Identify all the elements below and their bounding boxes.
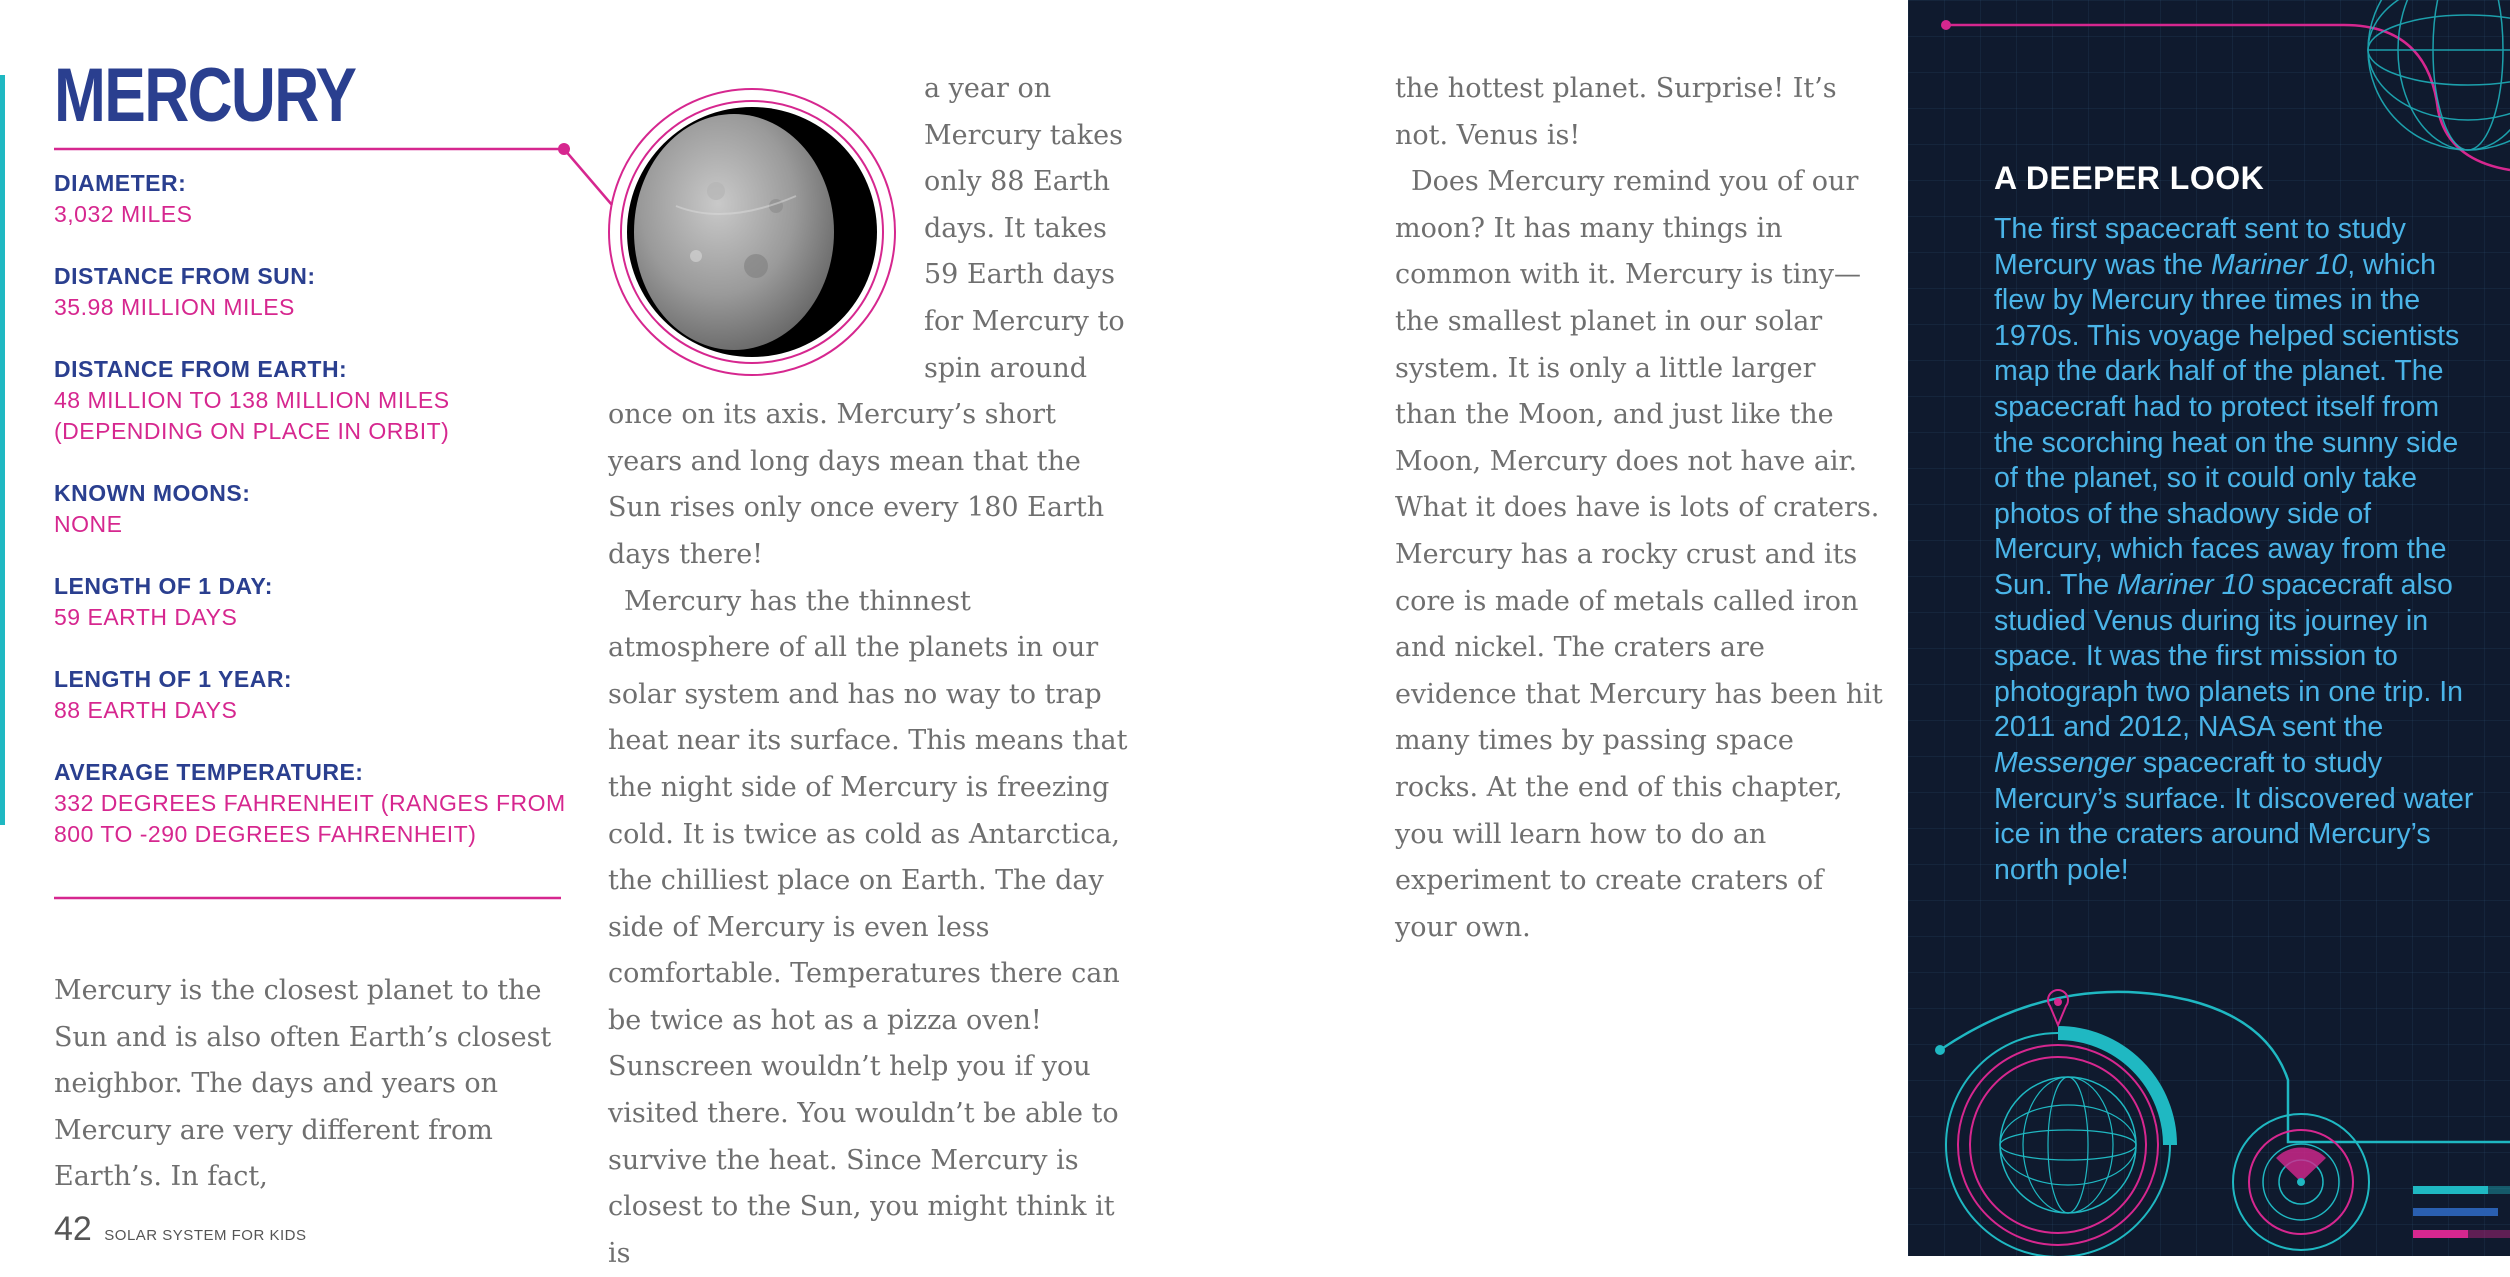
fact-label: DIAMETER: [54, 170, 187, 196]
fact-value: 35.98 MILLION MILES [54, 294, 295, 320]
fact-year-length [54, 664, 574, 726]
fact-day-length [54, 571, 574, 633]
fact-list [54, 168, 574, 881]
radar-icon-large [1946, 1033, 2170, 1256]
fact-label: DISTANCE FROM EARTH: [54, 356, 348, 382]
sidebar-text-part: spacecraft to study Mercury’s surface. It discovered water ice in the craters around Mercury’s north pole! [1994, 746, 2474, 886]
globe-icon-top [2368, 0, 2510, 150]
paragraph-text: Does Mercury remind you of our moon? It has many things in common with it. Mercury is tiny—the smallest planet in our solar system. It is only a little larger than the Moon, and just like the Moon, Mercury does not have air. What it does have is lots of craters. Mercury has a rocky crust and its core is made of metals called iron and nickel. The craters are evidence that Mercury has been hit many times by passing space rocks. At the end of this chapter, you will learn how to do an experiment to create craters of your own. [1395, 166, 1883, 943]
sidebar-text-part: The first spacecraft sent to study Mercury was the [1994, 213, 2406, 281]
sidebar-heading: A DEEPER LOOK [1994, 160, 2265, 196]
fact-label: AVERAGE TEMPERATURE: [54, 759, 364, 785]
fact-label: KNOWN MOONS: [54, 480, 251, 506]
fact-value: 332 DEGREES FAHRENHEIT (RANGES FROM 800 TO -290 DEGREES FAHRENHEIT) [54, 790, 566, 847]
fact-label: LENGTH OF 1 DAY: [54, 573, 273, 599]
paragraph: the hottest planet. Surprise! It’s not. Venus is! [1395, 73, 1837, 151]
paragraph-text: Mercury has the thinnest atmosphere of all the planets in our solar system and has no way to trap heat near its surface. This means that the night side of Mercury is freezing cold. It is twice as cold as Antarctica, the chilliest place on Earth. The day side of Mercury is even less comfortable. Temperatures there can be twice as hot as a pizza oven! Sunscreen wouldn’t help you if you visited there. You wouldn’t be able to survive the heat. Since Mercury is closest to the Sun, you might think it is [608, 585, 1128, 1269]
intro-paragraph: Mercury is the closest planet to the Sun and is also often Earth’s closest neighbor. The days and years on Mercury are very different from Earth’s. In fact, [54, 975, 552, 1193]
fact-value: 48 MILLION TO 138 MILLION MILES (DEPENDING ON PLACE IN ORBIT) [54, 387, 450, 444]
running-title: SOLAR SYSTEM FOR KIDS [104, 1227, 307, 1244]
paragraph-indented [1395, 159, 1885, 951]
indicator-bars [2413, 1186, 2510, 1238]
fact-label: LENGTH OF 1 YEAR: [54, 666, 293, 692]
spacecraft-name: Mariner 10 [2117, 568, 2254, 601]
column-middle [608, 66, 1128, 1277]
radar-icon-small [2233, 1114, 2369, 1250]
sidebar-text-part: , which flew by Mercury three times in the 1970s. This voyage helped scientists map the dark half of the planet. The spacecraft had to protect itself from the scorching heat on the sunny side of the planet, so it could only take photos of the shadowy side of Mercury, which faces away from the Sun. The [1994, 248, 2460, 601]
spacecraft-name: Mariner 10 [2210, 248, 2348, 281]
spacecraft-name: Messenger [1994, 746, 2135, 779]
fact-label: DISTANCE FROM SUN: [54, 263, 316, 289]
fact-value: 88 EARTH DAYS [54, 697, 238, 723]
fact-value: NONE [54, 511, 123, 537]
orbit-path [1940, 992, 2510, 1142]
fact-diameter [54, 168, 574, 230]
deeper-look-sidebar [1908, 0, 2510, 1256]
sidebar-paragraph [1994, 212, 2474, 888]
fact-value: 3,032 MILES [54, 201, 193, 227]
fact-distance-sun [54, 261, 574, 323]
sidebar-text-part: spacecraft also studied Venus during its journey in space. It was the first mission to photograph two planets in one trip. In 2011 and 2012, NASA sent the [1994, 568, 2463, 744]
column-right [1395, 66, 1885, 951]
image-wrap-space [608, 66, 924, 370]
page-title: MERCURY [54, 53, 356, 138]
fact-value: 59 EARTH DAYS [54, 604, 238, 630]
fact-temperature [54, 757, 574, 850]
paragraph-indented [608, 579, 1128, 1277]
sidebar-rule-dot [1941, 20, 1951, 30]
paragraph: a year on Mercury takes only 88 Earth days. It takes 59 Earth days for Mercury to spin around once on its axis. Mercury’s short years and long days mean that the Sun rises only once every 180 Earth days there! [608, 73, 1125, 570]
fact-distance-earth [54, 354, 574, 447]
orbit-dot [1935, 1045, 1945, 1055]
page-number: 42 [54, 1210, 92, 1248]
fact-moons [54, 478, 574, 540]
location-pin-icon [2048, 990, 2068, 1025]
page-footer [54, 1210, 307, 1249]
